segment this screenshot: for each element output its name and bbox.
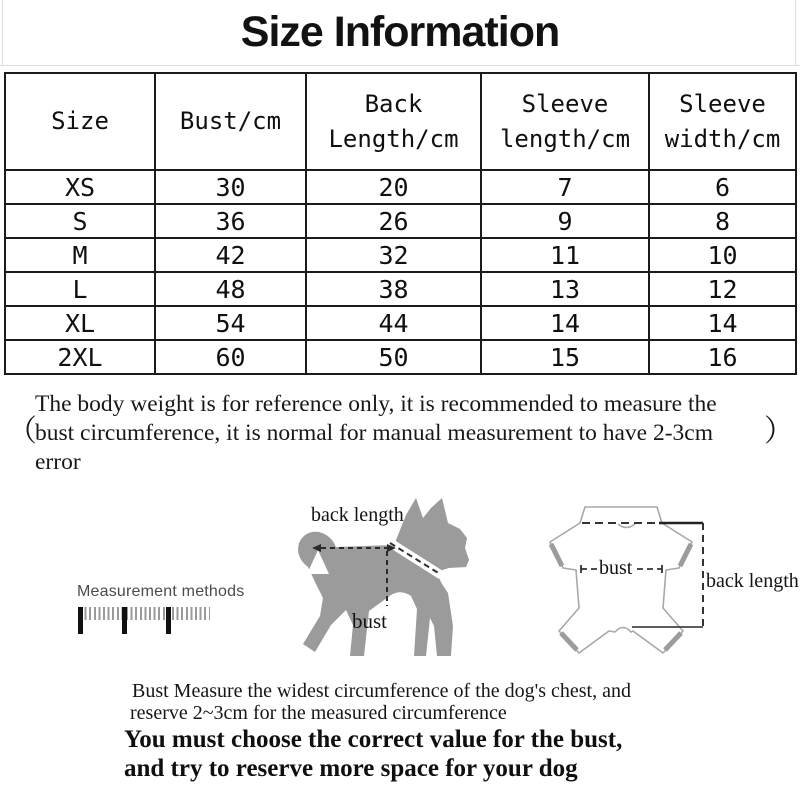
cell-back-length: 44 (306, 306, 481, 340)
ruler-small-ticks (80, 607, 210, 620)
cell-bust: 36 (155, 204, 306, 238)
cell-back-length: 20 (306, 170, 481, 204)
cell-bust: 48 (155, 272, 306, 306)
note-line-1: The body weight is for reference only, it is recommended to measure the (35, 391, 717, 417)
cell-sleeve-length: 9 (481, 204, 649, 238)
cell-sleeve-width: 16 (649, 340, 796, 374)
note-line-3: error (35, 449, 81, 475)
paren-open: （ (7, 415, 37, 448)
cell-bust: 60 (155, 340, 306, 374)
table-row (5, 204, 796, 238)
cell-size: M (5, 238, 155, 272)
cell-sleeve-width: 10 (649, 238, 796, 272)
garment-shape (550, 507, 692, 653)
cell-sleeve-width: 14 (649, 306, 796, 340)
page-title: Size Information (240, 8, 560, 56)
cell-size: XL (5, 306, 155, 340)
paren-close: ） (764, 415, 794, 448)
garment-back-length-label: back length (706, 570, 799, 592)
cell-back-length: 26 (306, 204, 481, 238)
scan-artifact-line (0, 65, 800, 66)
column-header-sleeve-length: Sleeve length/cm (481, 73, 649, 170)
garment-bust-label: bust (599, 557, 633, 579)
bust-caption-line-1: Bust Measure the widest circumference of the dog's chest, and (132, 680, 631, 702)
cell-back-length: 50 (306, 340, 481, 374)
cell-size: 2XL (5, 340, 155, 374)
cell-back-length: 32 (306, 238, 481, 272)
note-line-2: bust circumference, it is normal for manual measurement to have 2-3cm (35, 420, 713, 446)
cell-size: XS (5, 170, 155, 204)
dog-bust-label: bust (352, 609, 388, 633)
cell-sleeve-length: 7 (481, 170, 649, 204)
column-header-sleeve-width: Sleeve width/cm (649, 73, 796, 170)
table-header-row (5, 73, 796, 170)
table-row (5, 238, 796, 272)
cell-bust: 42 (155, 238, 306, 272)
table-row (5, 170, 796, 204)
cell-back-length: 38 (306, 272, 481, 306)
cell-sleeve-length: 15 (481, 340, 649, 374)
warning-line-2: and try to reserve more space for your dog (124, 755, 578, 782)
ruler-major-tick (166, 607, 171, 634)
measurement-methods-label: Measurement methods (77, 583, 245, 600)
cell-sleeve-width: 12 (649, 272, 796, 306)
cell-size: S (5, 204, 155, 238)
cell-bust: 30 (155, 170, 306, 204)
size-table (4, 72, 797, 375)
cell-size: L (5, 272, 155, 306)
table-row (5, 340, 796, 374)
column-header-back-length: Back Length/cm (306, 73, 481, 170)
cell-sleeve-length: 11 (481, 238, 649, 272)
cell-sleeve-width: 6 (649, 170, 796, 204)
ruler-major-tick (78, 607, 83, 634)
table-row (5, 272, 796, 306)
table-row (5, 306, 796, 340)
column-header-size: Size (5, 73, 155, 170)
column-header-bust: Bust/cm (155, 73, 306, 170)
ruler-icon (78, 607, 211, 634)
cell-sleeve-length: 14 (481, 306, 649, 340)
warning-line-1: You must choose the correct value for the bust, (124, 726, 623, 753)
dog-back-length-label: back length (311, 504, 404, 526)
cell-bust: 54 (155, 306, 306, 340)
cell-sleeve-width: 8 (649, 204, 796, 238)
ruler-major-tick (122, 607, 127, 634)
bust-caption-line-2: reserve 2~3cm for the measured circumference (130, 702, 507, 724)
cell-sleeve-length: 13 (481, 272, 649, 306)
